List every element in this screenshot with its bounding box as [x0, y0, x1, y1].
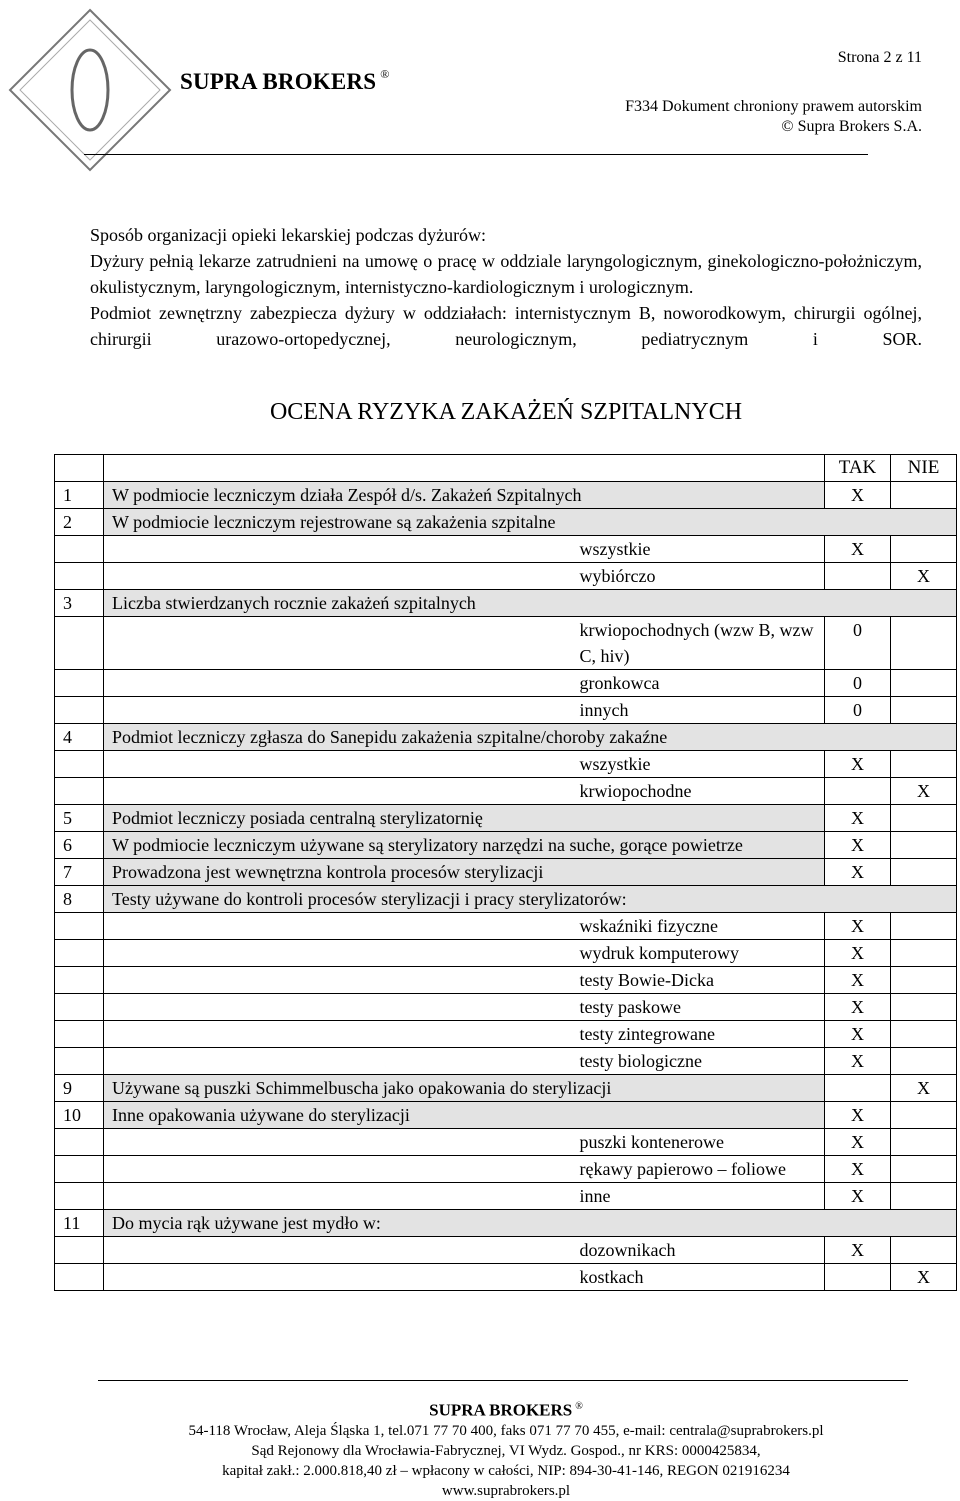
question-row: [55, 859, 957, 886]
answer-tak: X: [825, 1021, 891, 1048]
option-row: [55, 940, 957, 967]
option-row: [55, 751, 957, 778]
empty-cell: [104, 1021, 574, 1048]
option-label: krwiopochodnych (wzw B, wzw C, hiv): [574, 617, 825, 670]
page-number: Strona 2 z 11: [837, 49, 922, 66]
option-label: wybiórczo: [574, 563, 825, 590]
option-row: [55, 1021, 957, 1048]
option-row: [55, 1183, 957, 1210]
empty-cell: [55, 1156, 104, 1183]
option-label: puszki kontenerowe: [574, 1129, 825, 1156]
question-text: W podmiocie leczniczym działa Zespół d/s. Zakażeń Szpitalnych: [104, 482, 825, 509]
empty-cell: [104, 697, 574, 724]
empty-cell: [104, 1156, 574, 1183]
option-row: [55, 670, 957, 697]
option-label: wszystkie: [574, 751, 825, 778]
answer-tak: 0: [825, 670, 891, 697]
answer-nie: [891, 859, 957, 886]
empty-cell: [55, 913, 104, 940]
risk-assessment-table: [54, 454, 957, 1291]
option-label: wydruk komputerowy: [574, 940, 825, 967]
empty-cell: [104, 913, 574, 940]
answer-nie: [891, 670, 957, 697]
answer-tak: [825, 778, 891, 805]
option-row: [55, 617, 957, 670]
answer-nie: [891, 1183, 957, 1210]
answer-nie: [891, 832, 957, 859]
question-number: 9: [55, 1075, 104, 1102]
answer-nie: X: [891, 563, 957, 590]
answer-tak: X: [825, 967, 891, 994]
answer-nie: [891, 1156, 957, 1183]
question-text: Prowadzona jest wewnętrzna kontrola procesów sterylizacji: [104, 859, 825, 886]
empty-cell: [104, 1048, 574, 1075]
option-label: gronkowca: [574, 670, 825, 697]
empty-cell: [104, 670, 574, 697]
footer-court: Sąd Rejonowy dla Wrocławia-Fabrycznej, VI Wydz. Gospod., nr KRS: 0000425834,: [251, 1442, 761, 1459]
option-label: inne: [574, 1183, 825, 1210]
empty-cell: [55, 617, 104, 670]
option-row: [55, 778, 957, 805]
answer-tak: X: [825, 805, 891, 832]
empty-cell: [55, 536, 104, 563]
empty-cell: [55, 670, 104, 697]
option-row: [55, 1129, 957, 1156]
option-label: testy Bowie-Dicka: [574, 967, 825, 994]
supra-brokers-logo: [2, 2, 178, 178]
answer-nie: X: [891, 1075, 957, 1102]
question-row: [55, 1210, 957, 1237]
header-divider: [84, 154, 868, 155]
question-row: [55, 482, 957, 509]
answer-tak: X: [825, 940, 891, 967]
option-row: [55, 913, 957, 940]
question-number: 3: [55, 590, 104, 617]
intro-paragraph-1: Dyżury pełnią lekarze zatrudnieni na umowę o pracę w oddziale laryngologicznym, ginekologiczno-położniczym, okulistycznym, laryngologicznym, internistyczno-kardiologicznym i urologicznym.: [90, 251, 922, 297]
empty-cell: [55, 1237, 104, 1264]
empty-cell: [104, 1237, 574, 1264]
question-text: Podmiot leczniczy posiada centralną sterylizatornię: [104, 805, 825, 832]
empty-cell: [55, 697, 104, 724]
question-row: [55, 805, 957, 832]
answer-nie: [891, 994, 957, 1021]
footer-address: 54-118 Wrocław, Aleja Śląska 1, tel.071 77 70 400, faks 071 77 70 455, e-mail: centrala@suprabrokers.pl: [188, 1422, 824, 1439]
answer-nie: [891, 1237, 957, 1264]
column-tak: TAK: [825, 455, 891, 482]
question-text: Liczba stwierdzanych rocznie zakażeń szpitalnych: [104, 590, 957, 617]
question-row: [55, 509, 957, 536]
option-label: wskaźniki fizyczne: [574, 913, 825, 940]
answer-nie: [891, 617, 957, 670]
answer-tak: X: [825, 859, 891, 886]
footer-divider: [98, 1380, 908, 1381]
question-row: [55, 832, 957, 859]
empty-cell: [104, 563, 574, 590]
empty-cell: [55, 563, 104, 590]
option-label: testy paskowe: [574, 994, 825, 1021]
answer-nie: [891, 913, 957, 940]
answer-tak: 0: [825, 697, 891, 724]
option-label: testy biologiczne: [574, 1048, 825, 1075]
header-brand: SUPRA BROKERS ®: [180, 67, 390, 94]
answer-tak: X: [825, 482, 891, 509]
answer-nie: X: [891, 778, 957, 805]
question-number: 7: [55, 859, 104, 886]
intro-paragraph-2: Podmiot zewnętrzny zabezpiecza dyżury w oddziałach: internistycznym B, noworodkowym, chirurgii ogólnej, chirurgii urazowo-ortopedycznej, neurologicznym, pediatrycznym i SOR.: [90, 303, 922, 349]
answer-nie: [891, 1129, 957, 1156]
answer-tak: X: [825, 1237, 891, 1264]
empty-cell: [55, 751, 104, 778]
option-label: innych: [574, 697, 825, 724]
answer-tak: [825, 1264, 891, 1291]
page-title: OCENA RYZYKA ZAKAŻEŃ SZPITALNYCH: [269, 399, 743, 425]
question-number: 1: [55, 482, 104, 509]
answer-nie: X: [891, 1264, 957, 1291]
empty-cell: [104, 751, 574, 778]
answer-tak: X: [825, 536, 891, 563]
empty-cell: [104, 1264, 574, 1291]
question-row: [55, 1102, 957, 1129]
option-label: rękawy papierowo – foliowe: [574, 1156, 825, 1183]
empty-cell: [55, 1183, 104, 1210]
option-row: [55, 1264, 957, 1291]
answer-tak: X: [825, 1156, 891, 1183]
empty-cell: [104, 617, 574, 670]
question-text: W podmiocie leczniczym używane są sterylizatory narzędzi na suche, gorące powietrze: [104, 832, 825, 859]
question-number: 11: [55, 1210, 104, 1237]
answer-tak: X: [825, 913, 891, 940]
option-row: [55, 697, 957, 724]
table-header-row: [55, 455, 957, 482]
empty-cell: [55, 778, 104, 805]
answer-nie: [891, 1048, 957, 1075]
copyright-line: © Supra Brokers S.A.: [781, 118, 922, 135]
empty-cell: [104, 778, 574, 805]
intro-heading: Sposób organizacji opieki lekarskiej podczas dyżurów:: [90, 225, 487, 245]
empty-cell: [55, 1048, 104, 1075]
question-row: [55, 1075, 957, 1102]
question-row: [55, 724, 957, 751]
empty-cell: [104, 536, 574, 563]
question-number: 4: [55, 724, 104, 751]
answer-tak: X: [825, 1048, 891, 1075]
footer: [0, 1397, 960, 1501]
answer-tak: X: [825, 994, 891, 1021]
answer-tak: X: [825, 832, 891, 859]
question-number: 5: [55, 805, 104, 832]
answer-tak: X: [825, 1183, 891, 1210]
question-row: [55, 590, 957, 617]
option-row: [55, 967, 957, 994]
question-number: 8: [55, 886, 104, 913]
answer-tak: [825, 563, 891, 590]
empty-cell: [104, 940, 574, 967]
option-row: [55, 1048, 957, 1075]
answer-nie: [891, 967, 957, 994]
option-label: wszystkie: [574, 536, 825, 563]
answer-nie: [891, 1021, 957, 1048]
answer-nie: [891, 697, 957, 724]
question-text: Inne opakowania używane do sterylizacji: [104, 1102, 825, 1129]
empty-cell: [55, 1129, 104, 1156]
answer-nie: [891, 1102, 957, 1129]
answer-nie: [891, 940, 957, 967]
answer-nie: [891, 751, 957, 778]
option-row: [55, 1237, 957, 1264]
option-label: kostkach: [574, 1264, 825, 1291]
document-code-line: F334 Dokument chroniony prawem autorskim: [625, 98, 922, 115]
empty-cell: [104, 994, 574, 1021]
answer-tak: X: [825, 1102, 891, 1129]
answer-tak: [825, 1075, 891, 1102]
option-row: [55, 536, 957, 563]
empty-cell: [104, 1183, 574, 1210]
question-row: [55, 886, 957, 913]
question-number: 6: [55, 832, 104, 859]
column-nie: NIE: [891, 455, 957, 482]
option-label: dozownikach: [574, 1237, 825, 1264]
footer-capital: kapitał zakł.: 2.000.818,40 zł – wpłacony w całości, NIP: 894-30-41-146, REGON 021916234: [222, 1462, 790, 1479]
question-number: 2: [55, 509, 104, 536]
empty-cell: [55, 1021, 104, 1048]
answer-tak: 0: [825, 617, 891, 670]
question-text: Do mycia rąk używane jest mydło w:: [104, 1210, 957, 1237]
answer-tak: X: [825, 1129, 891, 1156]
empty-cell: [104, 967, 574, 994]
footer-website: www.suprabrokers.pl: [441, 1482, 571, 1499]
option-row: [55, 994, 957, 1021]
footer-brand: SUPRA BROKERS ®: [429, 1400, 583, 1420]
copyright-notice: [625, 97, 922, 137]
answer-tak: X: [825, 751, 891, 778]
question-text: Używane są puszki Schimmelbuscha jako opakowania do sterylizacji: [104, 1075, 825, 1102]
option-row: [55, 563, 957, 590]
option-label: krwiopochodne: [574, 778, 825, 805]
answer-nie: [891, 482, 957, 509]
option-label: testy zintegrowane: [574, 1021, 825, 1048]
intro-text: [90, 222, 922, 352]
question-number: 10: [55, 1102, 104, 1129]
question-text: Podmiot leczniczy zgłasza do Sanepidu zakażenia szpitalne/choroby zakaźne: [104, 724, 957, 751]
empty-cell: [55, 940, 104, 967]
empty-cell: [55, 994, 104, 1021]
answer-nie: [891, 805, 957, 832]
answer-nie: [891, 536, 957, 563]
question-text: Testy używane do kontroli procesów sterylizacji i pracy sterylizatorów:: [104, 886, 957, 913]
empty-cell: [104, 1129, 574, 1156]
option-row: [55, 1156, 957, 1183]
question-text: W podmiocie leczniczym rejestrowane są zakażenia szpitalne: [104, 509, 957, 536]
empty-cell: [55, 967, 104, 994]
empty-cell: [55, 1264, 104, 1291]
